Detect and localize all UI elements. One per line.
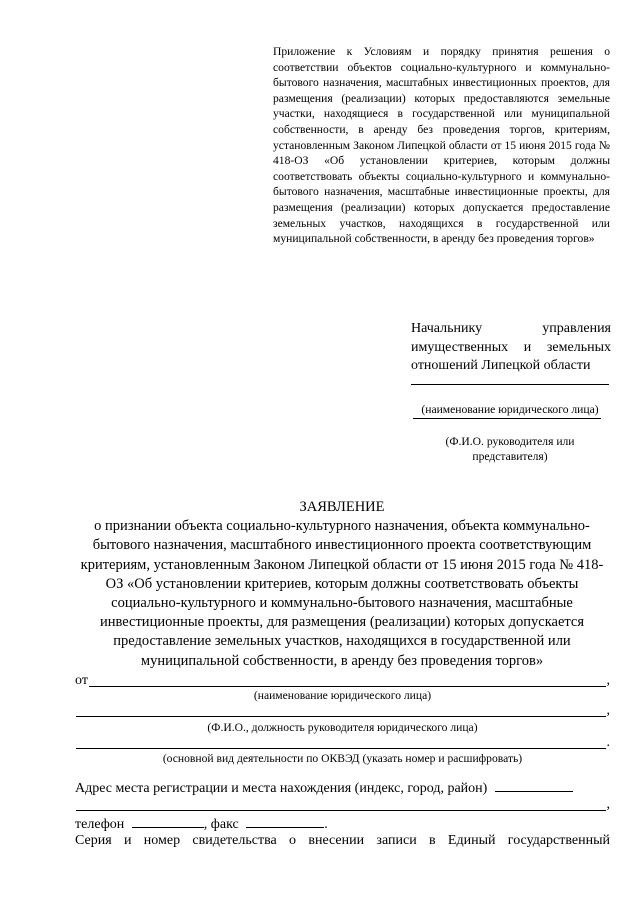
from-label: от [75,673,88,688]
address-label: Адрес места регистрации и места нахождения (индекс, город, район) [75,781,488,796]
address-comma: , [606,797,610,812]
addressee-recipient: Начальнику управления имущественных и земельных отношений Липецкой области [411,321,611,373]
fax-label: , факс [203,817,239,832]
head-comma: , [606,703,610,718]
statement-subject: о признании объекта социально-культурного назначения, объекта коммунально-бытового назначения, масштабного инвестиционного проекта соответствующим критериям, установленным Законом Липецкой области от 15 июня 2015 года № 418-ОЗ «Об установлении критериев, которым должны соответствовать объекты социально-культурного и коммунально-бытового назначения, масштабные инвестиционные проекты, для размещения (реализации) которых допускается предоставление земельных участков, находящихся в государственной или муниципальной собственности, в аренду без проведения торгов» [80,518,604,669]
phone-field[interactable] [132,815,204,828]
from-comma: , [606,673,610,688]
from-entity-field[interactable] [89,674,606,687]
addressee-head-caption: (Ф.И.О. руководителя или представителя) [445,435,575,463]
okved-field[interactable] [76,736,606,749]
addressee-head-line[interactable] [413,418,601,419]
from-row [75,672,610,690]
address-continue-row [75,796,610,814]
fax-period: . [324,817,328,832]
fax-field[interactable] [246,815,324,828]
addressee-entity-line[interactable] [411,384,609,385]
certificate-series-line: Серия и номер свидетельства о внесении записи в Единый государственный [75,833,610,848]
okved-caption: (основной вид деятельности по ОКВЭД (указать номер и расшифровать) [162,752,523,765]
address-index-field[interactable] [495,779,573,792]
head-name-caption: (Ф.И.О., должность руководителя юридического лица) [207,721,478,734]
head-row [75,702,610,720]
statement-title [72,498,612,671]
appendix-note: Приложение к Условиям и порядку принятия решения о соответствии объектов социально-культурного и коммунально-бытового назначения, масштабных инвестиционных проектов, для размещения (реализации) которых предоставляются земельные участки, находящиеся в государственной или муниципальной собственности, в аренду без проведения торгов, критериям, установленным Законом Липецкой области от 15 июня 2015 года № 418-ОЗ «Об установлении критериев, которым должны соответствовать объекты социально-культурного и коммунально-бытового назначения, масштабные инвестиционные проекты, для размещения (реализации) которых допускается предоставление земельных участков, находящихся в государственной или муниципальной собственности, в аренду без проведения торгов» [273,45,610,246]
addressee-entity-caption: (наименование юридического лица) [421,403,599,416]
statement-heading: ЗАЯВЛЕНИЕ [299,499,385,515]
okved-row [75,734,610,752]
address-continue-field[interactable] [76,798,606,811]
okved-period: . [606,735,610,750]
phone-label: телефон [75,817,125,832]
entity-name-caption: (наименование юридического лица) [253,689,432,702]
head-name-field[interactable] [76,704,606,717]
